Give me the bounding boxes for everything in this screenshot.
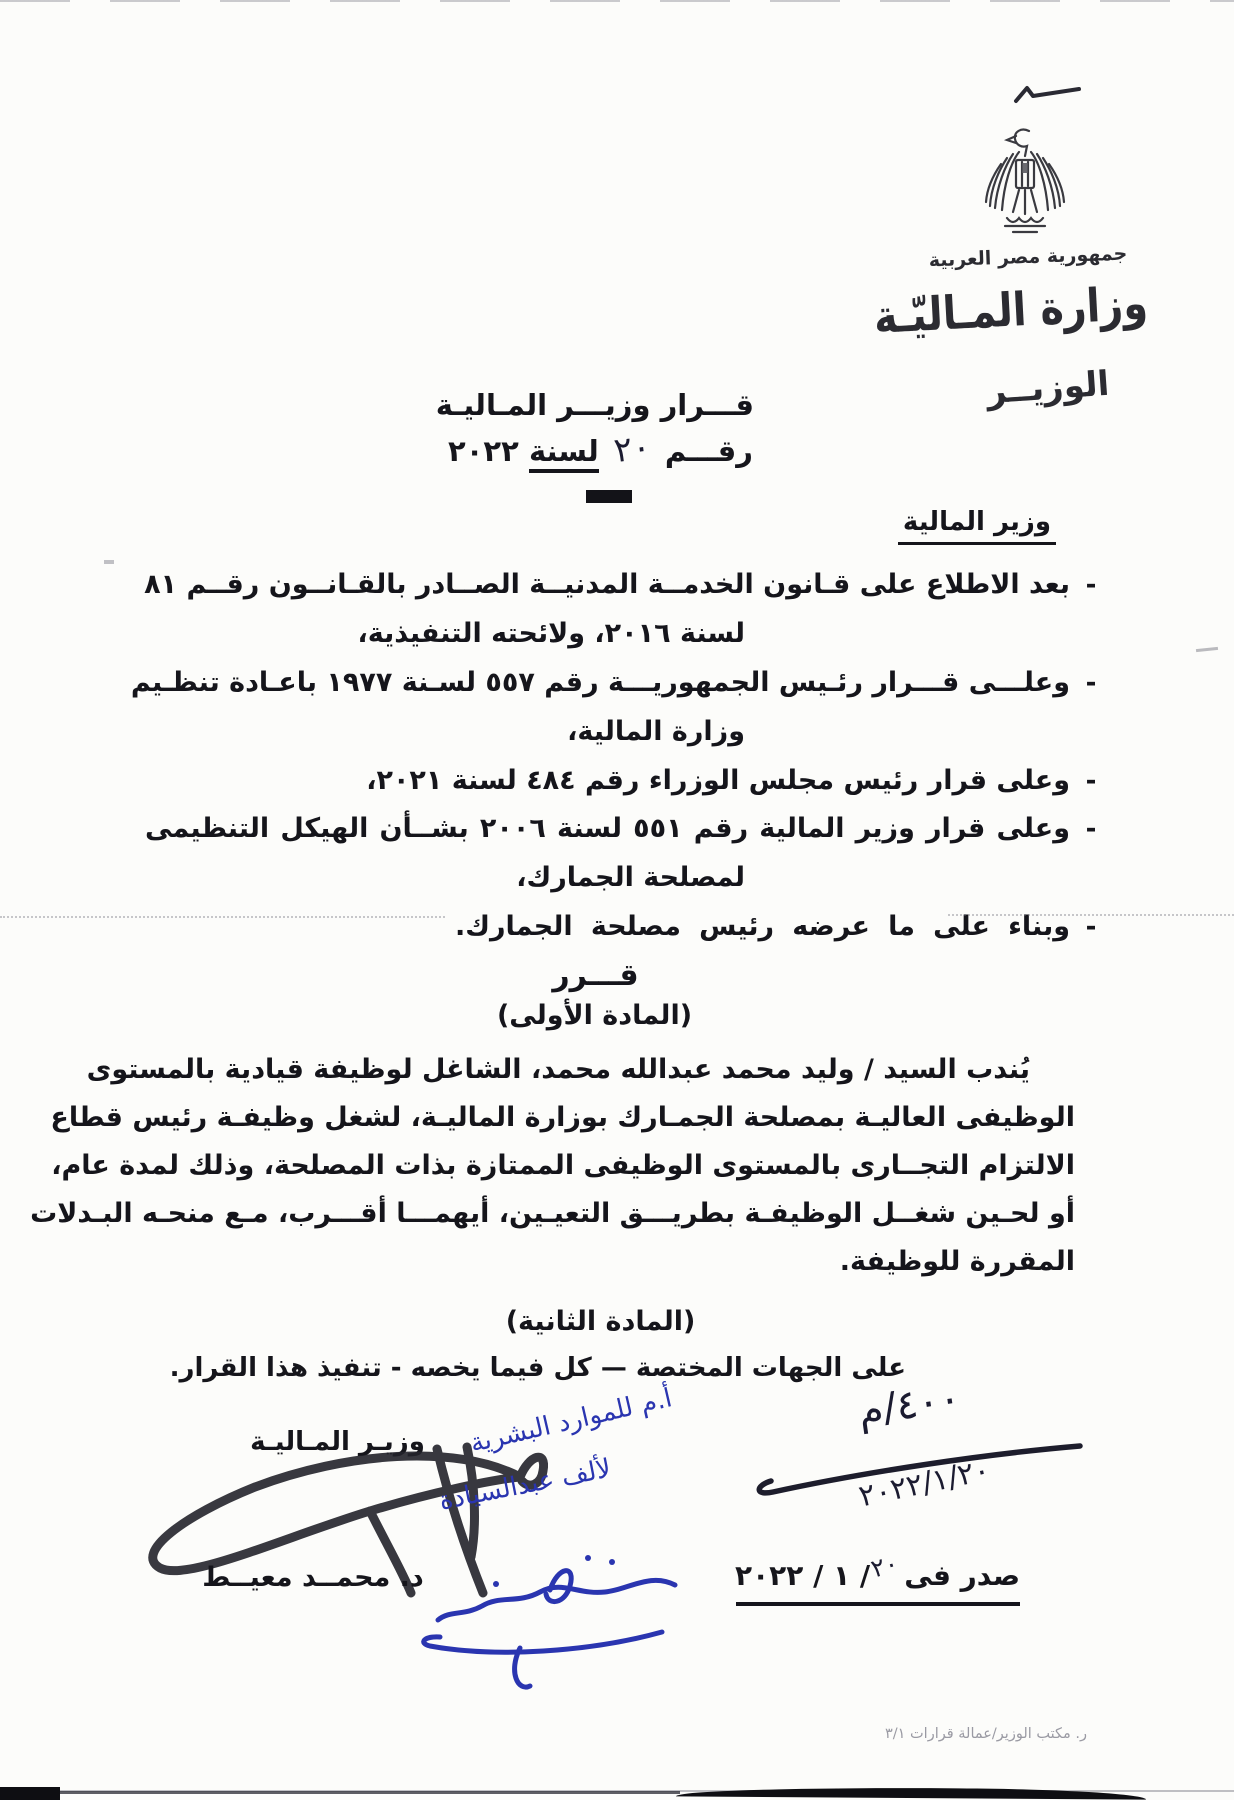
scan-artifact-bottom-dark-line	[55, 1791, 680, 1794]
hr-note-line1: أ.م للموارد البشرية	[467, 1383, 675, 1459]
scan-speck-left	[104, 560, 114, 564]
issued-date-rest: ٢٠٢٢ / ١ /	[735, 1558, 871, 1592]
issued-day-handwritten: ٢٠	[867, 1547, 902, 1584]
preamble-item-2-line-1: وعلـــى قـــرار رئـيس الجمهوريـــة رقم ٥٥٧ لسـنة ١٩٧٧ باعـادة تنظـيم	[130, 667, 1070, 698]
hr-note-line2: لألف عبدالسيادة	[436, 1453, 614, 1517]
decree-number-handwritten: ٢٠	[611, 426, 653, 472]
pen-dash-icon	[1012, 80, 1084, 106]
issued-underline	[736, 1602, 1020, 1606]
scan-artifact-top-edge	[0, 0, 1234, 2]
article1-line-5: المقررة للوظيفة.	[839, 1246, 1075, 1277]
decree-title-line1: قـــرار وزيـــر المـاليـة	[435, 388, 754, 422]
article1-line-4: أو لحـين شغــل الوظيفـة بطريـــق التعيـين، أيهمـــا أقـــرب، مـع منحـه البـدلات	[30, 1198, 1075, 1229]
bullet-marker-1: -	[1085, 570, 1097, 600]
decree-number-label: رقـــم	[664, 434, 753, 468]
preamble-item-1-line-2: لسنة ٢٠١٦، ولائحته التنفيذية،	[357, 618, 745, 649]
letterhead-office: الوزيــر	[985, 363, 1111, 413]
issued-label: صدر فى	[904, 1558, 1020, 1592]
scan-artifact-bottom-line	[0, 1790, 1234, 1792]
letterhead-country: جمهورية مصر العربية	[928, 242, 1128, 272]
letterhead-ministry: وزارة المـاليّـة	[872, 276, 1150, 345]
article2-heading: (المادة الثانية)	[505, 1306, 696, 1337]
bullet-marker-5: -	[1085, 912, 1097, 942]
scan-artifact-corner-blob	[0, 1787, 60, 1800]
decree-year-group	[448, 434, 599, 468]
scan-fold-streak-left	[0, 916, 445, 918]
ref-date-annotation: ٢٠٢٢/١/٢٠	[855, 1452, 994, 1515]
preamble-item-5-line-1: وبناء على ما عرضه رئيس مصلحة الجمارك.	[455, 911, 1070, 942]
preamble-item-2-line-2: وزارة المالية،	[567, 716, 745, 747]
signature-title: وزيـر المـاليـة	[250, 1427, 425, 1457]
decree-word: قـــرر	[552, 958, 639, 993]
article1-line-1: يُندب السيد / وليد محمد عبدالله محمد، الشاغل لوظيفة قيادية بالمستوى	[86, 1054, 1030, 1085]
article1-line-2: الوظيفى العاليـة بمصلحة الجمـارك بوزارة الماليـة، لشغل وظيفـة رئيس قطاع	[50, 1102, 1075, 1133]
preamble-item-1-line-1: بعد الاطلاع على قـانون الخدمــة المدنيــة الصــادر بالقـانــون رقــم ٨١	[144, 569, 1070, 600]
scan-speck-right	[1196, 647, 1218, 652]
title-separator-dash	[586, 490, 632, 503]
signature-name: د. محمــد معيــط	[202, 1562, 424, 1593]
footer-note: ر. مكتب الوزير/عمالة قرارات ٣/١	[884, 1726, 1087, 1742]
bullet-marker-4: -	[1085, 814, 1097, 844]
handwritten-checkmark-dash	[1012, 80, 1084, 106]
preamble-item-4-line-1: وعلى قرار وزير المالية رقم ٥٥١ لسنة ٢٠٠٦ بشــأن الهيكل التنظيمى	[145, 813, 1071, 844]
decree-year-value: ٢٠٢٢	[448, 434, 519, 468]
decree-year-label: لسنة	[529, 434, 599, 473]
scan-artifact-bottom-blob	[676, 1786, 1146, 1799]
egypt-eagle-emblem-icon	[983, 126, 1067, 238]
preamble-heading: وزير المالية	[898, 502, 1056, 545]
article2-body: على الجهات المختصة — كل فيما يخصه - تنفيذ هذا القرار.	[169, 1353, 906, 1383]
article1-line-3: الالتزام التجــارى بالمستوى الوظيفى الممتازة بذات المصلحة، وذلك لمدة عام،	[51, 1150, 1075, 1181]
issued-line	[735, 1547, 1020, 1598]
ref-number-annotation: م/٤٠٠	[855, 1375, 964, 1435]
article1-heading: (المادة الأولى)	[496, 1000, 693, 1031]
bullet-marker-2: -	[1085, 668, 1097, 698]
hr-blue-signature	[400, 1540, 700, 1705]
preamble-item-4-line-2: لمصلحة الجمارك،	[516, 862, 745, 893]
preamble-item-3-line-1: وعلى قرار رئيس مجلس الوزراء رقم ٤٨٤ لسنة ٢٠٢١،	[366, 765, 1070, 796]
decree-number-line	[448, 428, 753, 474]
bullet-marker-3: -	[1085, 766, 1097, 796]
